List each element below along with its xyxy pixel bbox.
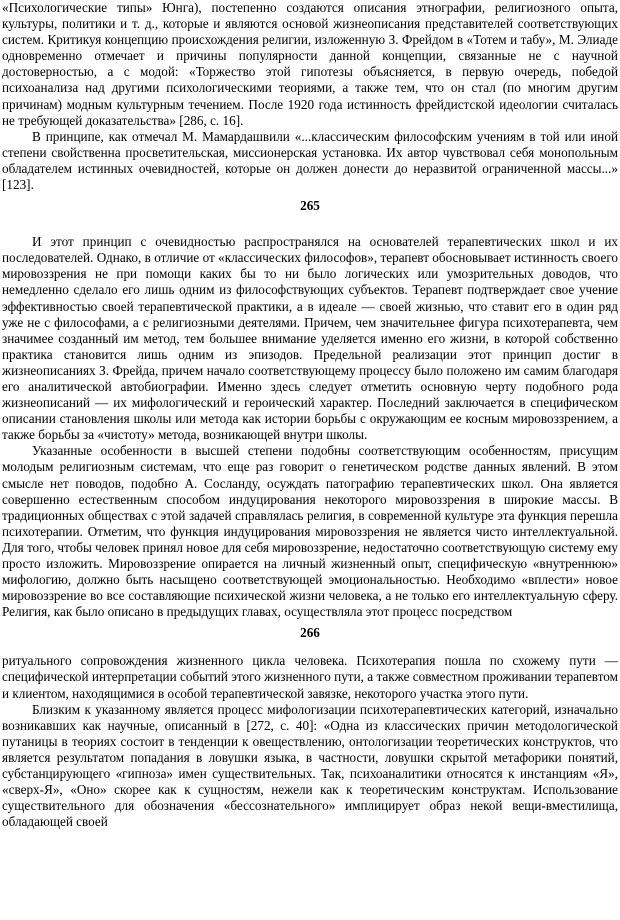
paragraph-3: И этот принцип с очевидностью распространялся на основателей терапевтических школ и их последователей. Однако, в отличие от «классических философов», терапевт обосновывает истинность своего мировоззрения не при помощи каких бы то ни было логических или умозрительных доводов, что немедленно сделало его лишь одним из философствующих субъектов. Терапевт подтверждает свое учение эффективностью своей терапевтической практики, а в идеале — своей жизнью, что ставит его в один ряд уже не с философами, а с религиозными деятелями. Причем, чем значительнее фигура психотерапевта, чем значимее созданный им метод, тем большее внимание уделяется именно его жизни, в которой собственно практика становится лишь одним из эпизодов. Предельной реализации этот принцип достиг в жизнеописаниях З. Фрейда, причем начало соответствующему процессу было положено им самим благодаря его аналитической автобиографии. Именно здесь следует отметить основную черту подобного рода жизнеописаний — их мифологический и героический характер. Последний заключается в специфическом описании становления школы или метода как истории борьбы с окружающим ее косным мировоззрением, а также борьбы за «чистоту» метода, возникающей внутри школы. [2, 234, 618, 443]
paragraph-2: В принципе, как отмечал М. Мамардашвили «...классическим философским учениям в той или иной степени свойственна просветительская, миссионерская установка. Их автор чувствовал себя монопольным обладателем истинных очевидностей, которые он должен донести до неразвитой ограниченной массы...» [123]. [2, 128, 618, 193]
page-number-266: 266 [300, 625, 320, 641]
paragraph-6: Близким к указанному является процесс мифологизации психотерапевтических категорий, изначально возникавших как научные, описанный в [272, с. 40]: «Одна из классических причин методологической путаницы в теориях состоит в тенденции к овеществлению, онтологизации теоретических конструктов, что является результатом попадания в ловушки языка, в частности, ловушки скрытой метафорики понятий, субстанцирующего «гипноза» имен существительных. Так, психоаналитики относятся к инстанциям «Я», «сверх-Я», «Оно» скорее как к сущностям, нежели как к теоретическим конструктам. Использование существительного для обозначения «бессознательного» имплицирует образ некой вещи-вместилища, обладающей своей [2, 701, 618, 830]
spacer [2, 214, 618, 234]
paragraph-5: ритуального сопровождения жизненного цикла человека. Психотерапия пошла по схожему пути — специфической интерпретации событий этого жизненного пути, а также совместном проживании терапевтом и клиентом, находящимися в особой терапевтической завязке, некоторого участка этого пути. [2, 653, 618, 701]
spacer [2, 641, 618, 653]
page-number-265: 265 [300, 198, 320, 214]
paragraph-1: «Психологические типы» Юнга), постепенно создаются описания этнографии, религиозного опыта, культуры, политики и т. д., которые и являются основой жизнеописания представителей соответствующих систем. Критикуя концепцию происхождения религии, изложенную З. Фрейдом в «Тотем и табу», М. Элиаде одновременно отмечает и причины популярности данной концепции, связанные не с научной достоверностью, а с модой: «Торжество этой гипотезы объясняется, в первую очередь, победой психоанализа над другими психологическими теориями, а также тем, что он стал (по многим другим причинам) модным культурным течением. После 1920 года истинность фрейдистской идеологии считалась не требующей доказательства» [286, с. 16]. [2, 0, 618, 128]
paragraph-4: Указанные особенности в высшей степени подобны соответствующим особенностям, присущим молодым религиозным системам, что еще раз говорит о генетическом родстве данных явлений. В этом смысле нет поводов, подобно А. Сосланду, осуждать патографию терапевтических школ. Она является совершенно естественным способом индуцирования некоторого мировоззрения в широкие массы. В традиционных обществах с этой задачей справлялась религия, в современной культуре эта функция перешла психотерапии. Отметим, что функция индуцирования мировоззрения не является чисто интеллектуальной. Для того, чтобы человек принял новое для себя мировоззрение, недостаточно соответствующую систему ему просто изложить. Мировоззрение опирается на личный жизненный опыт, специфическую «внутреннюю» мифологию, должно быть насыщено соответствующей эмоциональностью. Необходимо «вплести» новое мировоззрение во все составляющие психической жизни человека, а не только его интеллектуальную сферу. Религия, как было описано в предыдущих главах, осуществляла этот процесс посредством [2, 443, 618, 620]
document-page [2, 0, 618, 830]
